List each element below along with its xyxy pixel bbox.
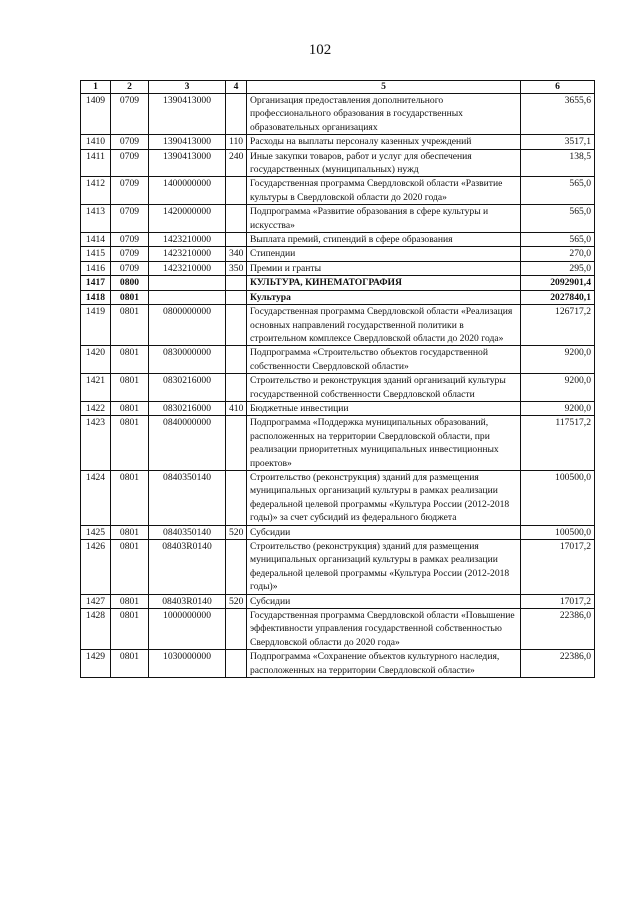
row-number: 1416 <box>81 261 111 275</box>
expense-type-code: 240 <box>226 149 247 177</box>
target-code: 1390413000 <box>149 149 226 177</box>
target-code: 0830216000 <box>149 374 226 402</box>
row-number: 1425 <box>81 525 111 539</box>
row-name: Премии и гранты <box>247 261 521 275</box>
target-code: 1423210000 <box>149 233 226 247</box>
section-code: 0800 <box>111 276 149 290</box>
table-row <box>81 305 595 346</box>
expense-type-code <box>226 540 247 595</box>
expense-type-code <box>226 416 247 471</box>
expense-type-code <box>226 233 247 247</box>
target-code: 1400000000 <box>149 177 226 205</box>
expense-type-code: 520 <box>226 594 247 608</box>
expense-type-code <box>226 276 247 290</box>
expense-type-code: 340 <box>226 247 247 261</box>
col-header: 1 <box>81 81 111 94</box>
table-row <box>81 233 595 247</box>
section-code: 0801 <box>111 470 149 525</box>
target-code: 1390413000 <box>149 94 226 135</box>
expense-type-code <box>226 470 247 525</box>
row-number: 1427 <box>81 594 111 608</box>
table-row <box>81 416 595 471</box>
row-amount: 3517,1 <box>521 135 595 149</box>
section-code: 0709 <box>111 247 149 261</box>
target-code: 1420000000 <box>149 205 226 233</box>
row-name: Культура <box>247 290 521 304</box>
page-number: 102 <box>308 42 332 58</box>
expense-type-code <box>226 650 247 678</box>
section-code: 0801 <box>111 416 149 471</box>
row-name: Государственная программа Свердловской области «Повышение эффективности управления государственной собственностью Свердловской области до 2020 года» <box>247 609 521 650</box>
table-row <box>81 261 595 275</box>
section-code: 0801 <box>111 374 149 402</box>
expense-type-code: 520 <box>226 525 247 539</box>
expense-type-code <box>226 374 247 402</box>
col-header: 4 <box>226 81 247 94</box>
table-row <box>81 276 595 290</box>
row-name: Расходы на выплаты персоналу казенных учреждений <box>247 135 521 149</box>
col-header: 5 <box>247 81 521 94</box>
target-code: 1000000000 <box>149 609 226 650</box>
row-number: 1412 <box>81 177 111 205</box>
col-header: 6 <box>521 81 595 94</box>
expense-type-code: 350 <box>226 261 247 275</box>
section-code: 0801 <box>111 650 149 678</box>
row-amount: 17017,2 <box>521 540 595 595</box>
section-code: 0709 <box>111 177 149 205</box>
target-code: 0830000000 <box>149 346 226 374</box>
section-code: 0801 <box>111 305 149 346</box>
table-row <box>81 290 595 304</box>
section-code: 0801 <box>111 540 149 595</box>
row-amount: 3655,6 <box>521 94 595 135</box>
table-row <box>81 401 595 415</box>
row-number: 1424 <box>81 470 111 525</box>
budget-table <box>80 80 595 678</box>
expense-type-code: 410 <box>226 401 247 415</box>
row-number: 1421 <box>81 374 111 402</box>
section-code: 0709 <box>111 135 149 149</box>
target-code: 0840000000 <box>149 416 226 471</box>
row-amount: 9200,0 <box>521 374 595 402</box>
row-name: Государственная программа Свердловской области «Реализация основных направлений государственной политики в строительном комплексе Свердловской области до 2020 года» <box>247 305 521 346</box>
expense-type-code <box>226 609 247 650</box>
row-name: Строительство (реконструкция) зданий для размещения муниципальных организаций культуры в рамках реализации федеральной целевой программы «Культура России (2012-2018 годы)» за счет субсидий из федерального бюджета <box>247 470 521 525</box>
row-amount: 2027840,1 <box>521 290 595 304</box>
row-name: Иные закупки товаров, работ и услуг для обеспечения государственных (муниципальных) нужд <box>247 149 521 177</box>
section-code: 0801 <box>111 346 149 374</box>
row-amount: 17017,2 <box>521 594 595 608</box>
target-code: 1423210000 <box>149 261 226 275</box>
row-name: Подпрограмма «Сохранение объектов культурного наследия, расположенных на территории Свердловской области» <box>247 650 521 678</box>
table-row <box>81 247 595 261</box>
row-number: 1419 <box>81 305 111 346</box>
row-name: Субсидии <box>247 525 521 539</box>
expense-type-code <box>226 94 247 135</box>
target-code: 0840350140 <box>149 525 226 539</box>
section-code: 0801 <box>111 525 149 539</box>
row-number: 1417 <box>81 276 111 290</box>
row-number: 1415 <box>81 247 111 261</box>
row-amount: 565,0 <box>521 205 595 233</box>
target-code: 1390413000 <box>149 135 226 149</box>
col-header: 3 <box>149 81 226 94</box>
row-name: Выплата премий, стипендий в сфере образования <box>247 233 521 247</box>
table-row <box>81 205 595 233</box>
target-code <box>149 276 226 290</box>
row-number: 1409 <box>81 94 111 135</box>
target-code <box>149 290 226 304</box>
table-row <box>81 149 595 177</box>
row-number: 1426 <box>81 540 111 595</box>
section-code: 0709 <box>111 149 149 177</box>
expense-type-code <box>226 205 247 233</box>
row-number: 1413 <box>81 205 111 233</box>
row-amount: 295,0 <box>521 261 595 275</box>
section-code: 0709 <box>111 94 149 135</box>
row-amount: 9200,0 <box>521 401 595 415</box>
row-amount: 565,0 <box>521 177 595 205</box>
section-code: 0801 <box>111 594 149 608</box>
section-code: 0709 <box>111 233 149 247</box>
row-number: 1418 <box>81 290 111 304</box>
target-code: 0830216000 <box>149 401 226 415</box>
row-number: 1414 <box>81 233 111 247</box>
row-number: 1411 <box>81 149 111 177</box>
row-amount: 138,5 <box>521 149 595 177</box>
expense-type-code: 110 <box>226 135 247 149</box>
row-name: Организация предоставления дополнительного профессионального образования в государственных образовательных организациях <box>247 94 521 135</box>
target-code: 08403R0140 <box>149 540 226 595</box>
table-row <box>81 177 595 205</box>
row-amount: 270,0 <box>521 247 595 261</box>
section-code: 0709 <box>111 261 149 275</box>
row-amount: 100500,0 <box>521 470 595 525</box>
row-amount: 22386,0 <box>521 609 595 650</box>
target-code: 08403R0140 <box>149 594 226 608</box>
table-row <box>81 374 595 402</box>
table-body <box>81 94 595 678</box>
row-name: Строительство (реконструкция) зданий для размещения муниципальных организаций культуры в рамках реализации федеральной целевой программы «Культура России (2012-2018 годы)» <box>247 540 521 595</box>
table-row <box>81 94 595 135</box>
row-amount: 126717,2 <box>521 305 595 346</box>
col-header: 2 <box>111 81 149 94</box>
table-row <box>81 470 595 525</box>
row-number: 1422 <box>81 401 111 415</box>
target-code: 1423210000 <box>149 247 226 261</box>
section-code: 0801 <box>111 290 149 304</box>
row-name: Подпрограмма «Поддержка муниципальных образований, расположенных на территории Свердловской области, при реализации приоритетных муниципальных инвестиционных проектов» <box>247 416 521 471</box>
table-row <box>81 135 595 149</box>
row-name: Подпрограмма «Строительство объектов государственной собственности Свердловской области» <box>247 346 521 374</box>
row-amount: 117517,2 <box>521 416 595 471</box>
table-row <box>81 525 595 539</box>
row-amount: 9200,0 <box>521 346 595 374</box>
row-amount: 565,0 <box>521 233 595 247</box>
row-name: Бюджетные инвестиции <box>247 401 521 415</box>
target-code: 0840350140 <box>149 470 226 525</box>
expense-type-code <box>226 177 247 205</box>
row-name: Строительство и реконструкция зданий организаций культуры государственной собственности Свердловской области <box>247 374 521 402</box>
expense-type-code <box>226 305 247 346</box>
row-name: Стипендии <box>247 247 521 261</box>
section-code: 0801 <box>111 401 149 415</box>
table-row <box>81 346 595 374</box>
row-name: Субсидии <box>247 594 521 608</box>
row-amount: 22386,0 <box>521 650 595 678</box>
target-code: 0800000000 <box>149 305 226 346</box>
row-number: 1420 <box>81 346 111 374</box>
row-name: КУЛЬТУРА, КИНЕМАТОГРАФИЯ <box>247 276 521 290</box>
row-number: 1429 <box>81 650 111 678</box>
section-code: 0709 <box>111 205 149 233</box>
row-name: Государственная программа Свердловской области «Развитие культуры в Свердловской области до 2020 года» <box>247 177 521 205</box>
row-number: 1428 <box>81 609 111 650</box>
row-number: 1423 <box>81 416 111 471</box>
row-number: 1410 <box>81 135 111 149</box>
section-code: 0801 <box>111 609 149 650</box>
table-row <box>81 540 595 595</box>
table-row <box>81 650 595 678</box>
expense-type-code <box>226 346 247 374</box>
target-code: 1030000000 <box>149 650 226 678</box>
row-amount: 2092901,4 <box>521 276 595 290</box>
header-row <box>81 81 595 94</box>
table-row <box>81 609 595 650</box>
expense-type-code <box>226 290 247 304</box>
table-row <box>81 594 595 608</box>
row-name: Подпрограмма «Развитие образования в сфере культуры и искусства» <box>247 205 521 233</box>
row-amount: 100500,0 <box>521 525 595 539</box>
